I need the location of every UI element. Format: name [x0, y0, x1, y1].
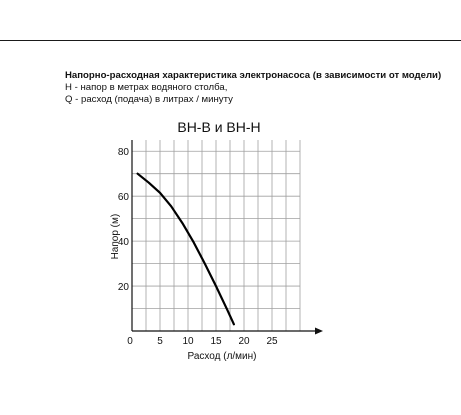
y-tick-label: 80 — [117, 147, 129, 159]
x-tick-label: 20 — [238, 336, 250, 347]
x-axis-label: Расход (л/мин) — [187, 351, 257, 362]
x-tick-label: 5 — [157, 336, 163, 347]
y-tick-label: 60 — [117, 192, 129, 204]
x-axis-arrow-icon — [315, 328, 323, 335]
caption-h-definition: H - напор в метрах водяного столба, — [65, 82, 228, 94]
chart-title: ВН-В и ВН-Н — [177, 119, 261, 135]
caption-heading: Напорно-расходная характеристика электронасоса (в зависимости от модели) — [65, 70, 442, 81]
chart-grid — [132, 140, 300, 331]
y-tick-label: 40 — [117, 237, 129, 249]
y-axis-label: Напор (м) — [110, 213, 121, 260]
x-tick-label: 25 — [266, 336, 278, 347]
x-tick-label: 15 — [210, 336, 222, 347]
chart-labels — [110, 119, 278, 362]
x-tick-label: 0 — [127, 336, 133, 347]
x-tick-label: 10 — [182, 336, 194, 347]
chart-axes — [132, 140, 323, 335]
y-tick-label: 20 — [117, 282, 129, 294]
caption-q-definition: Q - расход (подача) в литрах / минуту — [65, 94, 233, 106]
